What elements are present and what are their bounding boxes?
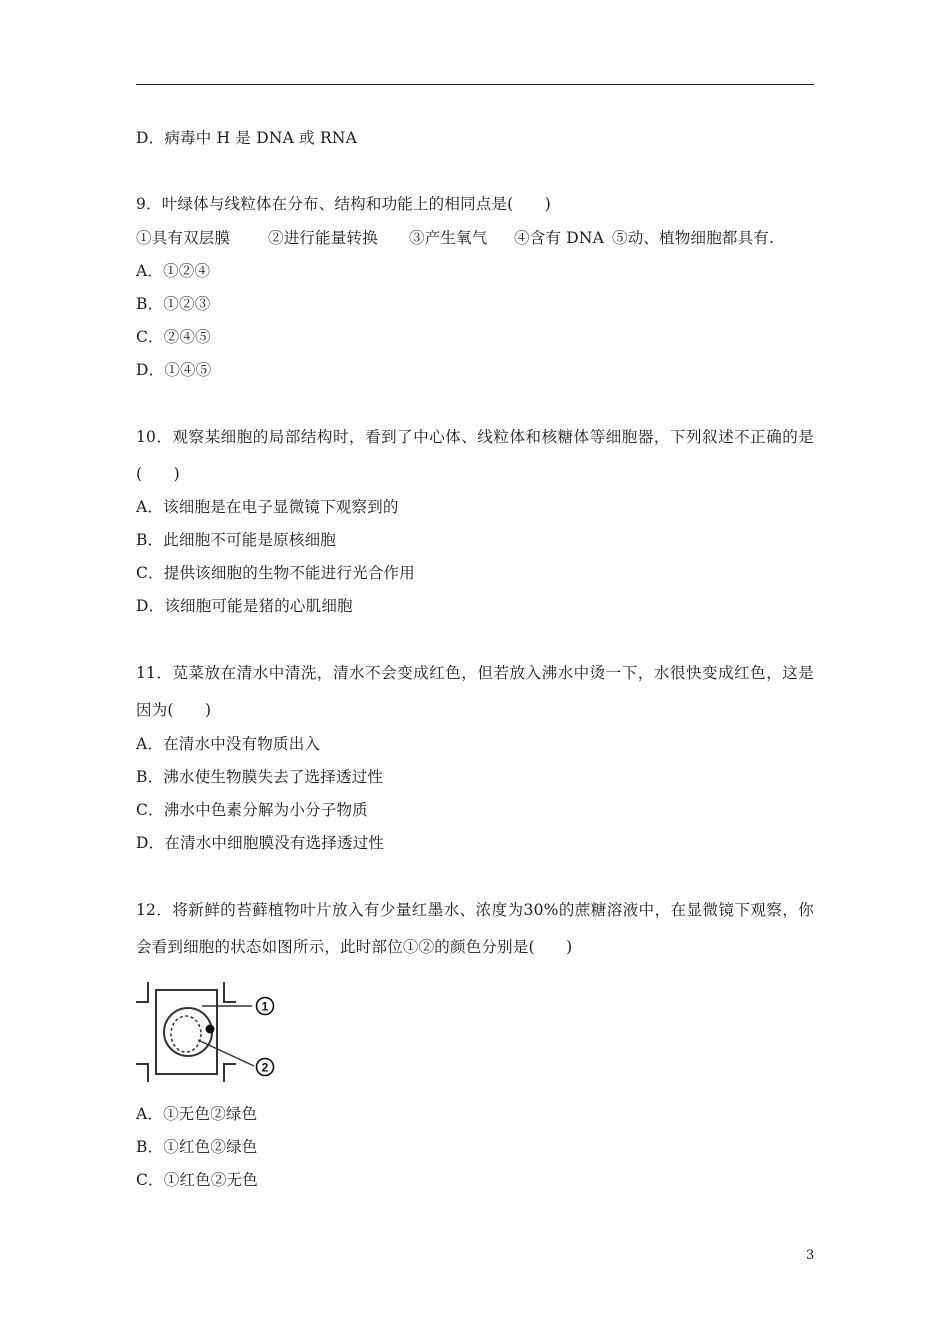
q12-option-a: A．①无色②绿色 (136, 1105, 258, 1123)
q9-statements (136, 228, 774, 248)
q11-option-c: C．沸水中色素分解为小分子物质 (136, 801, 368, 819)
neighbor-wall-bottom-left (136, 1064, 148, 1082)
header-rule (136, 84, 814, 85)
q10-option-b: B．此细胞不可能是原核细胞 (136, 531, 336, 549)
leader-line-2 (198, 1040, 254, 1066)
q9-statement-1: ①具有双层膜 (136, 229, 231, 247)
q11-stem-line1: 11．苋菜放在清水中清洗，清水不会变成红色，但若放入沸水中烫一下，水很快变成红色，这是 (136, 664, 814, 682)
q10-option-a: A．该细胞是在电子显微镜下观察到的 (136, 498, 399, 516)
q9-option-c: C．②④⑤ (136, 328, 211, 346)
q9-statement-3: ③产生氧气 (409, 229, 488, 247)
label-1 (257, 998, 274, 1015)
cell-plasmolysis-diagram (134, 978, 279, 1086)
q11-option-b: B．沸水使生物膜失去了选择透过性 (136, 768, 384, 786)
neighbor-wall-bottom-right (224, 1064, 236, 1082)
svg-text:2: 2 (261, 1060, 269, 1075)
protoplast-outline (164, 1008, 212, 1056)
svg-text:1: 1 (261, 999, 269, 1014)
q12-option-c: C．①红色②无色 (136, 1171, 258, 1189)
neighbor-wall-top-left (136, 982, 148, 1002)
q9-option-a: A．①②④ (136, 262, 211, 280)
q9-stem: 9．叶绿体与线粒体在分布、结构和功能上的相同点是( ) (136, 195, 552, 213)
page-number: 3 (806, 1248, 815, 1263)
q12-stem-line2: 会看到细胞的状态如图所示，此时部位①②的颜色分别是( ) (136, 938, 573, 956)
label-2 (257, 1059, 274, 1076)
q11-stem-line2: 因为( ) (136, 701, 212, 719)
nucleus (206, 1025, 215, 1034)
q9-statement-5: ⑤动、植物细胞都具有. (612, 229, 775, 247)
q11-option-a: A．在清水中没有物质出入 (136, 735, 321, 753)
q8-option-d: D．病毒中 H 是 DNA 或 RNA (136, 129, 357, 147)
q9-statement-4: ④含有 DNA (514, 229, 605, 247)
q9-option-b: B．①②③ (136, 295, 211, 313)
q10-stem-line1: 10．观察某细胞的局部结构时，看到了中心体、线粒体和核糖体等细胞器，下列叙述不正确的是 (136, 428, 814, 446)
q10-option-c: C．提供该细胞的生物不能进行光合作用 (136, 564, 415, 582)
q12-option-b: B．①红色②绿色 (136, 1138, 258, 1156)
q9-option-d: D．①④⑤ (136, 361, 212, 379)
q9-statement-2: ②进行能量转换 (268, 229, 378, 247)
neighbor-wall-top-right (224, 982, 236, 1002)
q12-stem-line1: 12．将新鲜的苔藓植物叶片放入有少量红墨水、浓度为30%的蔗糖溶液中，在显微镜下观察，你 (136, 901, 814, 919)
q10-stem-line2: ( ) (136, 465, 180, 483)
q11-option-d: D．在清水中细胞膜没有选择透过性 (136, 834, 385, 852)
q10-option-d: D．该细胞可能是猪的心肌细胞 (136, 597, 353, 615)
vacuole-outline (171, 1016, 201, 1052)
